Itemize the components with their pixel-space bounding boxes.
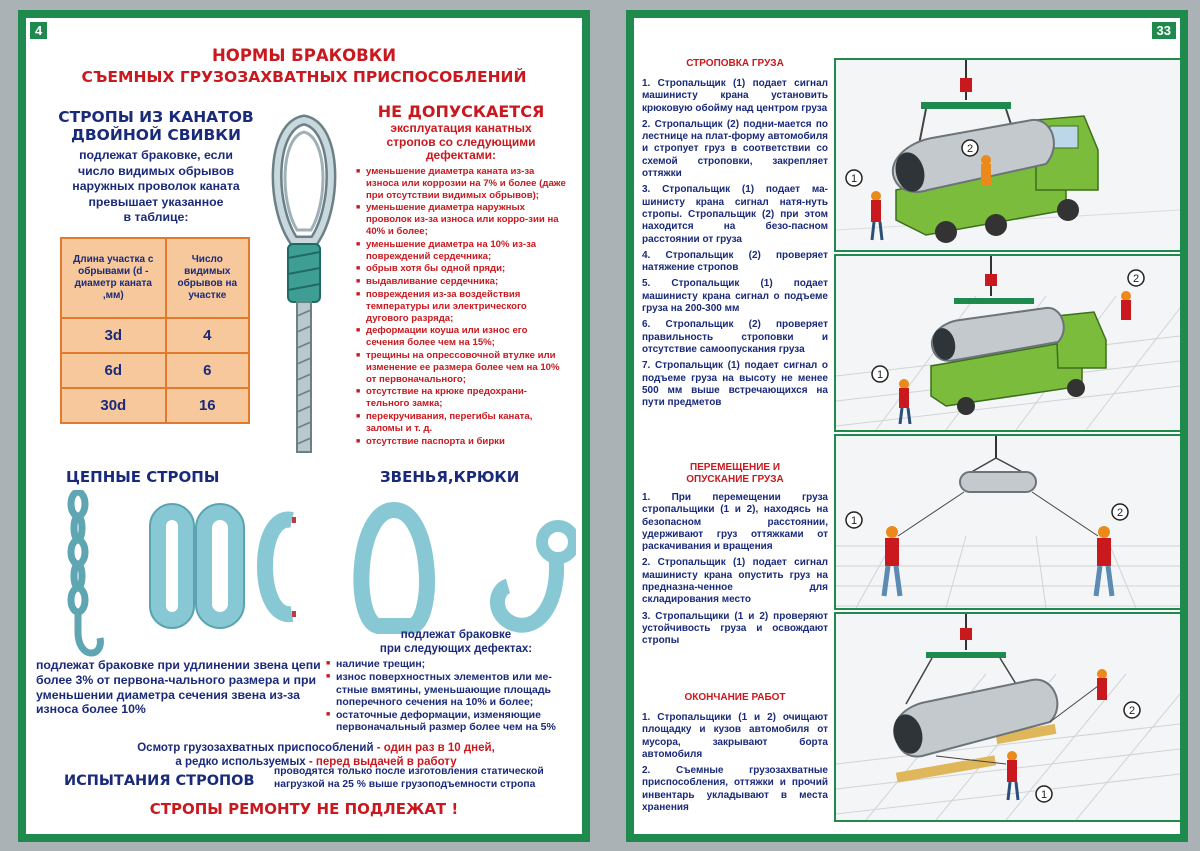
list-item: 6. Стропальщик (2) проверяет правильность строповки и отсутствие самоопускания груза xyxy=(642,319,828,355)
list-item: ■ трещины на опрессовочной втулке или изменение ее размера более чем на 10% от первоначального; xyxy=(356,350,566,385)
inspection-part4: - перед выдачей в работу xyxy=(305,755,457,768)
list-item: ■ повреждения из-за воздействия температуры или электрического дугового разряда; xyxy=(356,289,566,324)
list-item: ■ уменьшение диаметра наружных проволок из-за износа или корро-зии на 40% и более; xyxy=(356,202,566,237)
testing-heading: ИСПЫТАНИЯ СТРОПОВ xyxy=(64,773,255,789)
not-allowed-sub-line: стропов со следующими xyxy=(386,134,536,149)
table-cell-length: 30d xyxy=(61,388,166,423)
list-item: ■ выдавливание сердечника; xyxy=(356,276,566,288)
rope-heading-line2: ДВОЙНОЙ СВИВКИ xyxy=(71,126,241,144)
list-item: 1. Стропальщики (1 и 2) очищают площадку и кузов автомобиля от мусора, закрывают борта автомобиля xyxy=(642,712,828,760)
list-item: 5. Стропальщик (1) подает машинисту крана сигнал о подъеме груза на 200-300 мм xyxy=(642,278,828,315)
section-moving-title-line1: ПЕРЕМЕЩЕНИЕ И xyxy=(689,462,781,473)
table-cell-breaks: 16 xyxy=(166,388,249,423)
rope-defects-list xyxy=(356,166,566,448)
hooks-lead-line1: подлежат браковке xyxy=(400,629,512,641)
table-cell-length: 3d xyxy=(61,318,166,353)
rope-desc-line: число видимых обрывов xyxy=(77,163,235,178)
inspection-note xyxy=(56,742,576,769)
table-cell-length: 6d xyxy=(61,353,166,388)
right-page-content xyxy=(634,18,1180,834)
section-finish-steps xyxy=(642,712,828,818)
list-item: 4. Стропальщик (2) проверяет натяжение стропов xyxy=(642,249,828,274)
list-item: 1. Стропальщик (1) подает сигнал машинисту крана установить крюковую обойму над центром груза xyxy=(642,78,828,114)
table-cell-breaks: 4 xyxy=(166,318,249,353)
rope-desc-line: в таблице: xyxy=(123,210,189,224)
page-title-line2: СЪЕМНЫХ ГРУЗОЗАХВАТНЫХ ПРИСПОСОБЛЕНИЙ xyxy=(81,68,527,86)
table-header-breaks: Число видимых обрывов на участке xyxy=(166,238,249,318)
hooks-lead xyxy=(331,629,581,656)
list-item: 7. Стропальщик (1) подает сигнал о подъеме груза на высоту не менее 500 мм выше встречающихся на пути предметов xyxy=(642,360,828,409)
right-page xyxy=(626,10,1188,842)
list-item: ■ отсутствие на крюке предохрани-тельного замка; xyxy=(356,386,566,410)
list-item: 2. Стропальщик (1) подает сигнал машинисту крана опустить груз на предназна-ченное для складирования место xyxy=(642,557,828,606)
list-item: ■ уменьшение диаметра каната из-за износа или коррозии на 7% и более (даже при отсутствии видимых обрывов); xyxy=(356,166,566,201)
list-item: 3. Стропальщики (1 и 2) проверяют устойчивость груза и освождают стропы xyxy=(642,610,828,647)
table-cell-breaks: 6 xyxy=(166,353,249,388)
rope-heading-line1: СТРОПЫ ИЗ КАНАТОВ xyxy=(58,108,254,126)
list-item: ■ наличие трещин; xyxy=(326,658,580,670)
marker-2: 2 xyxy=(966,143,974,155)
links-hooks-heading: ЗВЕНЬЯ,КРЮКИ xyxy=(380,468,520,486)
list-item: ■ перекручивания, перегибы каната, заломы и т. д. xyxy=(356,411,566,435)
lowering-load-illustration xyxy=(836,614,1180,820)
not-allowed-heading: НЕ ДОПУСКАЕТСЯ xyxy=(377,102,545,121)
section-slinging-title: СТРОПОВКА ГРУЗА xyxy=(686,58,784,69)
table-header-length: Длина участка с обрывами (d - диаметр каната ,мм) xyxy=(61,238,166,318)
rope-sling-illustration xyxy=(264,106,344,461)
list-item: 2. Стропальщик (2) подни-мается по лестнице на плат-форму автомобиля и стропует груз в соответствии со схемой строповки, закрепляет оттяжки xyxy=(642,118,828,180)
lift-check-illustration xyxy=(836,256,1180,430)
illustration-panel-4 xyxy=(834,612,1180,822)
illustration-panel-2 xyxy=(834,254,1180,432)
marker-1: 1 xyxy=(1040,789,1048,801)
rope-heading xyxy=(36,108,276,144)
table-row xyxy=(61,318,249,353)
chain-slings-heading: ЦЕПНЫЕ СТРОПЫ xyxy=(66,468,220,486)
section-moving-title xyxy=(642,462,828,486)
rope-description xyxy=(36,148,276,226)
list-item: 3. Стропальщик (1) подает ма-шинисту крана сигнал натя-нуть стропы. Стропальщик (2) при этом находится на безо-пасном расстоянии от груза xyxy=(642,184,828,245)
no-repair-footer: СТРОПЫ РЕМОНТУ НЕ ПОДЛЕЖАТ ! xyxy=(149,800,459,818)
list-item: 2. Съемные грузозахватные приспособления, оттяжки и прочий инвентарь укладывают в места хранения xyxy=(642,765,828,814)
marker-1: 1 xyxy=(850,515,858,527)
rope-desc-line: подлежат браковке, если xyxy=(79,148,233,162)
not-allowed-sub-line: эксплуатация канатных xyxy=(390,121,532,135)
marker-2: 2 xyxy=(1132,273,1140,285)
page-number-right: 33 xyxy=(1150,20,1178,41)
rope-desc-line: превышает указанное xyxy=(88,194,224,209)
left-page-content xyxy=(26,18,582,834)
marker-2: 2 xyxy=(1128,705,1136,717)
list-item: ■ отсутствие паспорта и бирки xyxy=(356,436,566,448)
hooks-defects-list xyxy=(326,658,580,735)
marker-1: 1 xyxy=(850,173,858,185)
list-item: ■ обрыв хотя бы одной пряди; xyxy=(356,263,566,275)
section-slinging-steps xyxy=(642,78,828,413)
not-allowed-sub-line: дефектами: xyxy=(425,148,497,162)
chain-reject-text: подлежат браковке при удлинении звена цепи более 3% от первона-чального размера и при уменьшении диаметра сечения звена из-за износа более 10% xyxy=(36,658,321,717)
illustration-panel-3 xyxy=(834,434,1180,610)
testing-text: проводятся только после изготовления статической нагрузкой на 25 % выше грузоподъемности стропа xyxy=(274,766,544,790)
inspection-part1: Осмотр грузозахватных приспособлений xyxy=(137,742,374,754)
rope-break-table xyxy=(60,237,250,424)
table-header-row xyxy=(61,238,249,318)
list-item: ■ деформации коуша или износ его сечения более чем на 15%; xyxy=(356,325,566,349)
hooks-lead-line2: при следующих дефектах: xyxy=(379,642,533,655)
moving-load-illustration xyxy=(836,436,1180,608)
list-item: ■ уменьшение диаметра на 10% из-за повреждений сердечника; xyxy=(356,239,566,263)
list-item: 1. При перемещении груза стропальщики (1 и 2), находясь на безопасном расстоянии, удерживают груз оттяжками от раскачивания и вращения xyxy=(642,492,828,553)
not-allowed-subheading xyxy=(351,122,571,163)
page-title-line1: НОРМЫ БРАКОВКИ xyxy=(211,46,396,65)
list-item: ■ износ поверхностных элементов или ме-стные вмятины, уменьшающие площадь поперечного сечения на 10% и более; xyxy=(326,671,580,708)
section-finish-title: ОКОНЧАНИЕ РАБОТ xyxy=(684,692,786,703)
section-moving-steps xyxy=(642,492,828,652)
illustration-panel-1 xyxy=(834,58,1180,252)
table-row xyxy=(61,353,249,388)
section-moving-title-line2: ОПУСКАНИЕ ГРУЗА xyxy=(686,474,784,485)
inspection-part2: - один раз в 10 дней, xyxy=(373,742,495,754)
marker-1: 1 xyxy=(876,369,884,381)
truck-slinging-illustration xyxy=(836,60,1180,250)
page-number-left: 4 xyxy=(28,20,49,41)
table-row xyxy=(61,388,249,423)
inspection-part3: а редко используемых xyxy=(175,755,306,768)
rope-desc-line: наружных проволок каната xyxy=(72,179,240,193)
list-item: ■ остаточные деформации, изменяющие первоначальный размер более чем на 5% xyxy=(326,709,580,734)
left-page xyxy=(18,10,590,842)
marker-2: 2 xyxy=(1116,507,1124,519)
